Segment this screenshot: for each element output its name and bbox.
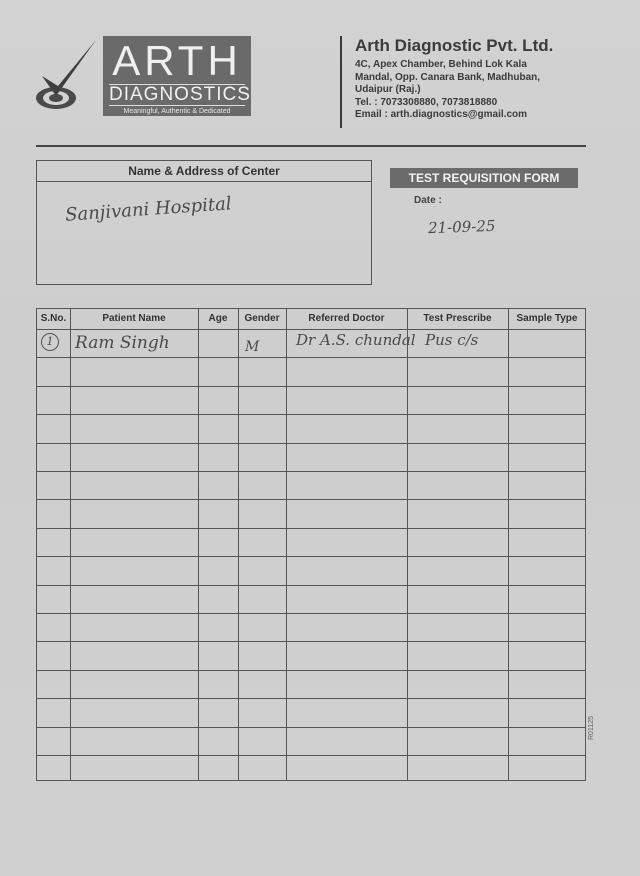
row-divider xyxy=(37,670,585,671)
form-code: R01125 xyxy=(588,715,595,740)
form-title: TEST REQUISITION FORM xyxy=(390,168,578,188)
phone-line: Tel. : 7073308880, 7073818880 xyxy=(355,96,498,108)
header-patient-name: Patient Name xyxy=(102,313,166,324)
row-divider xyxy=(37,727,585,728)
logo-tagline: Meaningful, Authentic & Dedicated xyxy=(123,108,231,115)
email-line: Email : arth.diagnostics@gmail.com xyxy=(355,109,528,120)
row-divider xyxy=(37,755,585,756)
center-name-handwritten: Sanjivani Hospital xyxy=(64,193,233,226)
header-referred-doctor: Referred Doctor xyxy=(308,313,385,324)
row-1-gender: M xyxy=(245,339,260,355)
row-divider xyxy=(37,613,585,614)
row-divider xyxy=(37,414,585,415)
logo-subtitle: DIAGNOSTICS xyxy=(109,84,251,105)
column-divider xyxy=(70,309,71,780)
header-test-prescribe: Test Prescribe xyxy=(423,313,492,324)
row-divider xyxy=(37,357,585,358)
company-logo xyxy=(103,36,251,116)
header-divider xyxy=(340,36,342,128)
row-divider xyxy=(37,471,585,472)
header-gender: Gender xyxy=(244,313,280,324)
date-label: Date : xyxy=(414,195,442,206)
row-divider xyxy=(37,528,585,529)
column-divider xyxy=(508,309,509,780)
header-sample-type: Sample Type xyxy=(516,313,578,324)
date-value-handwritten: 21-09-25 xyxy=(427,216,496,238)
header-sno: S.No. xyxy=(40,313,67,324)
row-divider xyxy=(37,556,585,557)
row-1-referred-doctor: Dr A.S. chundal xyxy=(296,331,416,349)
center-heading: Name & Address of Center xyxy=(37,161,371,182)
row-1-test-prescribe: Pus c/s xyxy=(425,331,479,349)
company-name: Arth Diagnostic Pvt. Ltd. xyxy=(355,36,554,55)
target-check-logo-icon xyxy=(34,36,102,116)
column-divider xyxy=(286,309,287,780)
header-rule xyxy=(36,145,586,147)
company-info xyxy=(355,36,605,122)
column-divider xyxy=(198,309,199,780)
row-divider xyxy=(37,329,585,330)
row-divider xyxy=(37,641,585,642)
center-box xyxy=(36,160,372,285)
address-line: Mandal, Opp. Canara Bank, Madhuban, xyxy=(355,71,541,83)
row-divider xyxy=(37,585,585,586)
header-age: Age xyxy=(208,313,228,324)
row-divider xyxy=(37,443,585,444)
row-1-sno: 1 xyxy=(41,333,59,351)
logo-word: ARTH xyxy=(112,37,242,84)
row-divider xyxy=(37,698,585,699)
patient-table xyxy=(36,308,586,781)
address-line: Udaipur (Raj.) xyxy=(355,84,421,95)
row-divider xyxy=(37,386,585,387)
address-line: 4C, Apex Chamber, Behind Lok Kala xyxy=(355,59,527,70)
column-divider xyxy=(407,309,408,780)
column-divider xyxy=(238,309,239,780)
row-divider xyxy=(37,499,585,500)
company-address xyxy=(355,59,605,122)
row-1-patient-name: Ram Singh xyxy=(75,333,170,353)
